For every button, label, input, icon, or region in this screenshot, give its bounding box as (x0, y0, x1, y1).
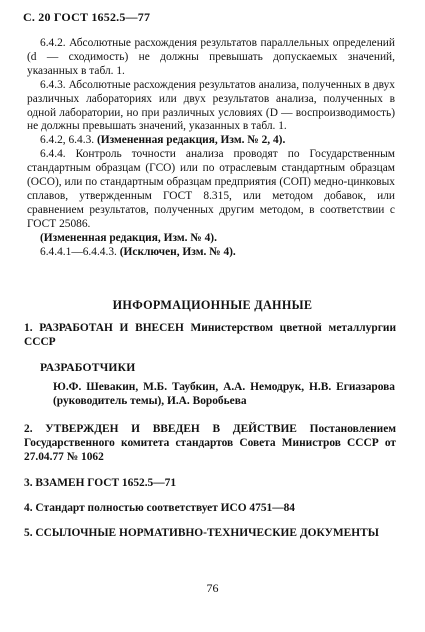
info-section-title: ИНФОРМАЦИОННЫЕ ДАННЫЕ (112, 298, 313, 312)
item-number: 1. (24, 322, 33, 334)
edit-note: (Измененная редакция, Изм. № 2, 4). (96, 134, 286, 147)
item-heading: РАЗРАБОТАН И ВНЕСЕН (39, 322, 184, 334)
item-number: 5. (24, 527, 33, 539)
item-text: Постановлением Государственного комитета стандартов Совета Министров СССР от 27.04.77 № 1062 (24, 423, 397, 463)
info-item-5 (24, 527, 396, 541)
item-text: ВЗАМЕН ГОСТ 1652.5—71 (35, 477, 177, 489)
developers-label: РАЗРАБОТЧИКИ (40, 361, 136, 374)
edit-prefix: 6.4.2, 6.4.3. (40, 134, 95, 147)
paragraph-6-4-4: 6.4.4. Контроль точности анализа проводят по Государственным стандартным образцам (ГСО) или по отраслевым стандартным образцам (ОСО), или по стандартным образцам предприятия (СОП) медно-цинковых сплавов, утвержденным ГОСТ 8.315, или методом добавок, или сравнением результатов, полученных другим методом, в соответствии с ГОСТ 25086. (27, 148, 395, 230)
info-item-1 (24, 322, 396, 350)
info-item-3 (24, 477, 396, 491)
item-number: 3. (24, 477, 33, 489)
section-6-4-text (27, 37, 395, 260)
item-number: 2. (24, 423, 33, 435)
developers-list: Ю.Ф. Шевакин, М.Б. Таубкин, А.А. Немодрук, Н.В. Егиазарова (руководитель темы), И.А. Воробьева (53, 381, 395, 407)
page-header: С. 20 ГОСТ 1652.5—77 (23, 10, 151, 24)
info-item-2 (24, 423, 396, 465)
paragraph-6-4-4-edit: (Измененная редакция, Изм. № 4). (40, 231, 217, 244)
excluded-note: (Исключен, Изм. № 4). (119, 245, 236, 258)
excluded-prefix: 6.4.4.1—6.4.4.3. (40, 245, 117, 258)
paragraph-6-4-4-1-excluded (27, 246, 395, 260)
item-number: 4. (24, 502, 33, 514)
paragraph-6-4-2-3-edit (27, 134, 395, 148)
paragraph-6-4-2: 6.4.2. Абсолютные расхождения результатов параллельных определений (d — сходимость) не должны превышать допускаемых значений, указанных в табл. 1. (27, 37, 395, 77)
info-item-4 (24, 502, 396, 516)
item-text: Стандарт полностью соответствует ИСО 4751—84 (35, 502, 295, 514)
item-text: Министерством цветной металлургии СССР (24, 322, 397, 348)
page-number: 76 (206, 581, 219, 595)
item-heading: УТВЕРЖДЕН И ВВЕДЕН В ДЕЙСТВИЕ (45, 423, 297, 435)
paragraph-6-4-3: 6.4.3. Абсолютные расхождения результатов анализа, полученных в двух различных лабораториях или двух результатов анализа, полученных в одной лаборатории, но при различных условиях (D — воспроизводимость) не должны превышать значений, указанных в табл. 1. (27, 78, 395, 133)
item-text: ССЫЛОЧНЫЕ НОРМАТИВНО-ТЕХНИЧЕСКИЕ ДОКУМЕНТЫ (35, 527, 379, 539)
